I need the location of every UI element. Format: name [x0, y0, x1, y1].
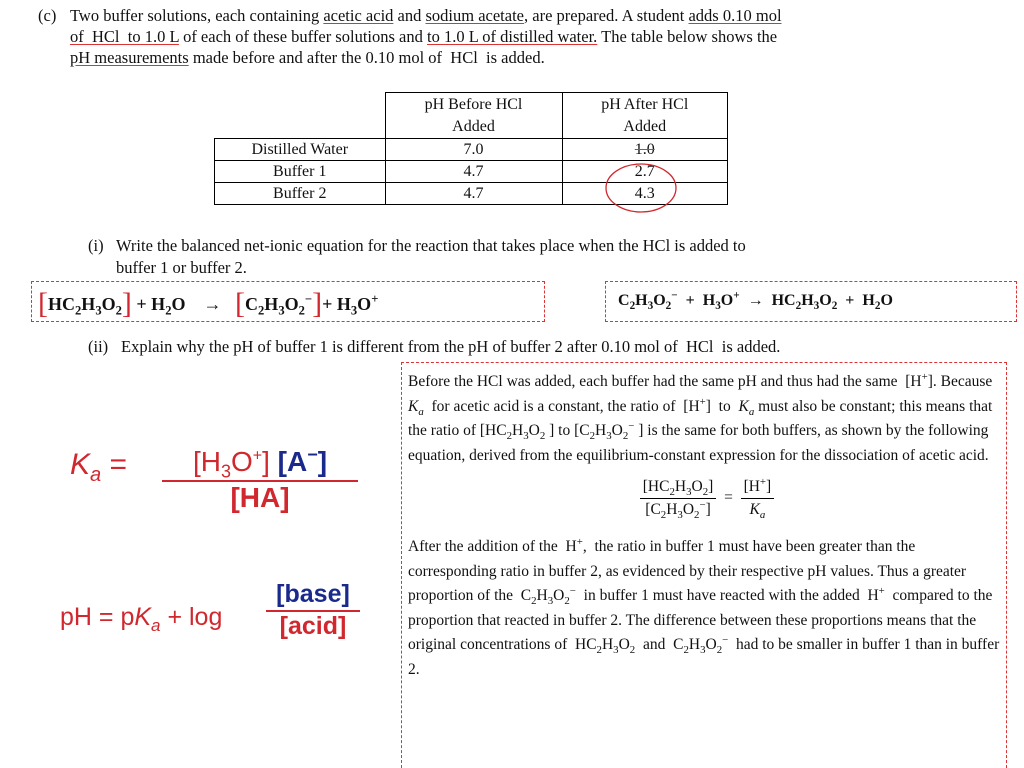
- table-header-row: [215, 93, 728, 139]
- row-before: 4.7: [385, 183, 562, 205]
- header-before: pH Before HCl Added: [385, 93, 562, 139]
- ka-symbol: $K_a$ =: [70, 448, 127, 486]
- row-label: Distilled Water: [215, 139, 386, 161]
- ka-fraction: $[H_3O^+]$ [A−] [HA]: [162, 446, 358, 514]
- row-after: 1.0: [562, 139, 728, 161]
- row-before: 4.7: [385, 161, 562, 183]
- ka-formula: [70, 448, 127, 486]
- dissociation-equation-box: $[HC_2H_3O_2] + H_2O$ → $[C_2H_3O_2^-]+ H_3O^+$: [31, 281, 545, 322]
- question-label: (c): [38, 6, 57, 25]
- row-label: Buffer 2: [215, 183, 386, 205]
- henderson-fraction: [base] [acid]: [266, 580, 360, 641]
- question-line-2: of HCl to 1.0 L of each of these buffer solutions and to 1.0 L of distilled water. The table below shows the: [70, 27, 778, 46]
- part-ii-label: (ii): [88, 337, 109, 356]
- answer-equation-box: $C_2H_3O_2^- + H_3O^+ \to HC_2H_3O_2 + H_2O$: [605, 281, 1017, 322]
- question-line-1: Two buffer solutions, each containing acetic acid and sodium acetate, are prepared. A student adds 0.10 mol: [70, 6, 782, 25]
- explanation-paragraph-2: After the addition of the H+, the ratio in buffer 1 must have been greater than the corresponding ratio in buffer 2, as evidenced by their respective pH values. Thus a greater proportion of the $C_2H_3O_2^-$ in buffer 1 must have reacted with the added H+ compared to the proportion that reacted in buffer 2. The difference between these proportions means that the original concentrations of $HC_2H_3O_2$ and $C_2H_3O_2^-$ had to be smaller in buffer 1 than in buffer 2.: [408, 535, 1000, 678]
- explanation-paragraph-1: Before the HCl was added, each buffer had the same pH and thus had the same [H+]. Because $K_a$ for acetic acid is a constant, the ratio of [H+] to $K_a$ must also be constant; this means that the ratio of [$HC_2H_3O_2$ ] to [$C_2H_3O_2^-$ ] is the same for both buffers, as shown by the following equation, derived from the equilibrium-constant expression for the dissociation of acetic acid.: [408, 370, 997, 464]
- question-line-3: pH measurements made before and after the 0.10 mol of HCl is added.: [70, 48, 545, 67]
- table-row: [215, 139, 728, 161]
- part-ii-text: Explain why the pH of buffer 1 is different from the pH of buffer 2 after 0.10 mol of HCl is added.: [121, 337, 781, 356]
- red-circle-annotation: [600, 160, 682, 216]
- row-after: 4.3: [562, 183, 728, 205]
- table-corner: [215, 93, 386, 139]
- row-after: 2.7: [562, 161, 728, 183]
- row-before: 7.0: [385, 139, 562, 161]
- ratio-equation: $\frac{[HC_2H_3O_2]}{[C_2H_3O_2^-]}$ = $\frac{[H^+]}{K_a}$: [408, 476, 1006, 521]
- henderson-formula: pH = $pK_a + \log$: [60, 603, 223, 635]
- row-label: Buffer 1: [215, 161, 386, 183]
- part-i-line-2: buffer 1 or buffer 2.: [116, 258, 247, 277]
- header-after: pH After HCl Added: [562, 93, 728, 139]
- part-i-label: (i): [88, 236, 104, 255]
- explanation-box: [401, 362, 1007, 768]
- part-i-line-1: Write the balanced net-ionic equation for the reaction that takes place when the HCl is added to: [116, 236, 746, 255]
